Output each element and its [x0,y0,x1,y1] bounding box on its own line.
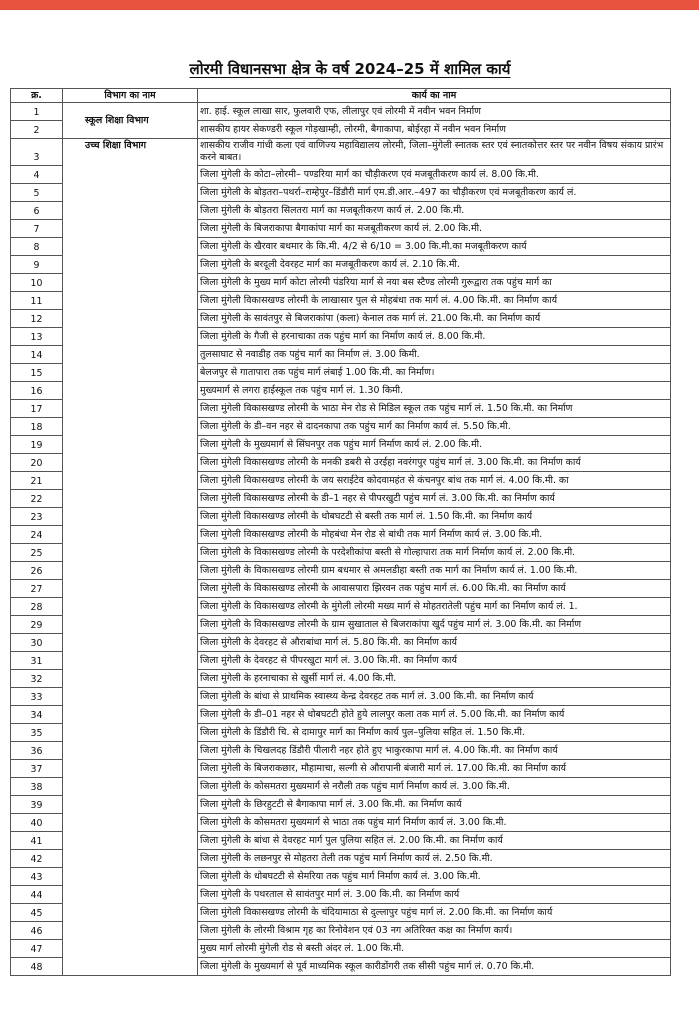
row-work-name: जिला मुंगेली के मुख्यमार्ग से पूर्व माध्यमिक स्कूल कारीडोंगरी तक सीसी पहुंच मार्ग लं. 0.70 कि.मी. [198,958,671,976]
row-work-name: जिला मुंगेली के सावंतपुर से बिजराकांपा (कला) केनाल तक मार्ग लं. 21.00 कि.मी. का निर्माण कार्य [198,310,671,328]
row-serial: 46 [11,922,63,940]
row-serial: 22 [11,490,63,508]
row-serial: 40 [11,814,63,832]
row-serial: 16 [11,382,63,400]
row-serial: 30 [11,634,63,652]
row-work-name: जिला मुंगेली के देवरहट से औराबांधा मार्ग लं. 5.80 कि.मी. का निर्माण कार्य [198,634,671,652]
row-work-name: शासकीय राजीव गांधी कला एवं वाणिज्य महाविद्यालय लोरमी, जिला–मुंगेली स्नातक स्तर एवं स्नातकोत्तर स्तर पर नवीन विषय संकाय प्रारंभ करने बाबत। [198,139,671,166]
row-work-name: शासकीय हायर सेकण्डरी स्कूल गोड़खाम्ही, लोरमी, बैगाकापा, बोईरहा में नवीन भवन निर्माण [198,121,671,139]
header-department: विभाग का नाम [63,89,198,103]
row-work-name: जिला मुंगेली के डिंडौरी चि. से दामापुर मार्ग का निर्माण कार्य पुल–पुलिया सहित लं. 1.50 कि.मी. [198,724,671,742]
row-work-name: जिला मुंगेली के कोटा–लोरमी– पण्डरिया मार्ग का चौड़ीकरण एवं मजबूतीकरण कार्य लं. 8.00 कि.मी. [198,166,671,184]
row-serial: 47 [11,940,63,958]
row-serial: 4 [11,166,63,184]
row-serial: 37 [11,760,63,778]
row-work-name: जिला मुंगेली के डी–वन नहर से दादनकापा तक पहुंच मार्ग का निर्माण कार्य लं. 5.50 कि.मी. [198,418,671,436]
row-work-name: जिला मुंगेली विकासखण्ड लोरमी के भाठा मेन रोड से मिडिल स्कूल तक पहुंच मार्ग लं. 1.50 कि.मी. का निर्माण [198,400,671,418]
row-work-name: जिला मुंगेली विकासखण्ड लोरमी के चंदियामाठा से दुल्लापुर पहुंच मार्ग लं. 2.00 कि.मी. का निर्माण कार्य [198,904,671,922]
row-work-name: जिला मुंगेली के कोसमतरा मुख्यमार्ग से नरौली तक पहुंच मार्ग निर्माण कार्य लं. 3.00 कि.मी. [198,778,671,796]
row-serial: 28 [11,598,63,616]
row-work-name: जिला मुंगेली के मुख्य मार्ग कोटा लोरमी पंडरिया मार्ग से नया बस स्टैण्ड लोरमी गुरूद्वारा तक पहुंच मार्ग का [198,274,671,292]
row-work-name: जिला मुंगेली विकासखण्ड लोरमी के डी–1 नहर से पीपरखुटी पहुंच मार्ग लं. 3.00 कि.मी. का निर्माण कार्य [198,490,671,508]
row-serial: 27 [11,580,63,598]
row-serial: 2 [11,121,63,139]
row-serial: 39 [11,796,63,814]
row-work-name: जिला मुंगेली के चिखलदह डिंडौरी पीलारी नहर होते हुए भाकुरकापा मार्ग लं. 4.00 कि.मी. का निर्माण कार्य [198,742,671,760]
row-serial: 19 [11,436,63,454]
row-work-name: जिला मुंगेली के विकासखण्ड लोरमी के ग्राम सुखाताल से बिजराकांपा खुर्द पहुंच मार्ग लं. 3.00 कि.मी. का निर्माण [198,616,671,634]
row-serial: 13 [11,328,63,346]
row-work-name: जिला मुंगेली के लोरमी विश्राम गृह का रिनोवेशन एवं 03 नग अतिरिक्त कक्ष का निर्माण कार्य। [198,922,671,940]
row-serial: 48 [11,958,63,976]
row-work-name: जिला मुंगेली विकासखण्ड लोरमी के मोहबंधा मेन रोड से बांधी तक मार्ग निर्माण कार्य लं. 3.00 कि.मी. [198,526,671,544]
table-header-row [11,89,671,103]
row-work-name: जिला मुंगेली के कोसमतरा मुख्यमार्ग से भाठा तक पहुंच मार्ग निर्माण कार्य लं. 3.00 कि.मी. [198,814,671,832]
top-accent-bar [0,0,699,10]
table-row [11,139,671,166]
document-title: लोरमी विधानसभा क्षेत्र के वर्ष 2024–25 में शामिल कार्य [189,60,511,78]
row-work-name: जिला मुंगेली के विकासखण्ड लोरमी के मुंगेली लोरमी मख्य मार्ग से मोहतरातेली पहुंच मार्ग का निर्माण कार्य लं. 1. [198,598,671,616]
row-serial: 43 [11,868,63,886]
row-work-name: जिला मुंगेली के विकासखण्ड लोरमी ग्राम बधमार से अमलडीहा बस्ती तक मार्ग का निर्माण कार्य लं. 1.00 कि.मी. [198,562,671,580]
row-serial: 29 [11,616,63,634]
row-serial: 11 [11,292,63,310]
department-school-education: स्कूल शिक्षा विभाग [63,103,198,139]
row-serial: 31 [11,652,63,670]
row-serial: 38 [11,778,63,796]
row-work-name: जिला मुंगेली के बरदूली देवरहट मार्ग का मजबूतीकरण कार्य लं. 2.10 कि.मी. [198,256,671,274]
row-work-name: जिला मुंगेली के खैरवार बधमार के कि.मी. 4/2 से 6/10 = 3.00 कि.मी.का मजबूतीकरण कार्य [198,238,671,256]
row-work-name: जिला मुंगेली के विकासखण्ड लोरमी के परदेशीकांपा बस्ती से गोल्हापारा तक मार्ग निर्माण कार्य लं. 2.00 कि.मी. [198,544,671,562]
row-work-name: मुख्य मार्ग लोरमी मुंगेली रोड से बस्ती अंदर लं. 1.00 कि.मी. [198,940,671,958]
row-serial: 6 [11,202,63,220]
row-serial: 10 [11,274,63,292]
row-serial: 9 [11,256,63,274]
header-work: कार्य का नाम [198,89,671,103]
row-work-name: तुलसाघाट से नवाडीह तक पहुंच मार्ग का निर्माण लं. 3.00 किमी. [198,346,671,364]
row-work-name: जिला मुंगेली विकासखण्ड लोरमी के लाखासार पुल से मोहबंधा तक मार्ग लं. 4.00 कि.मी. का निर्माण कार्य [198,292,671,310]
row-serial: 8 [11,238,63,256]
row-serial: 12 [11,310,63,328]
table-row [11,103,671,121]
row-serial: 18 [11,418,63,436]
row-serial: 5 [11,184,63,202]
row-serial: 14 [11,346,63,364]
row-work-name: शा. हाई. स्कूल लाखा सार, फुलवारी एफ, लीलापुर एवं लोरमी में नवीन भवन निर्माण [198,103,671,121]
row-serial: 7 [11,220,63,238]
row-work-name: मुख्यमार्ग से लगरा हाईस्कूल तक पहुंच मार्ग लं. 1.30 किमी. [198,382,671,400]
row-serial: 21 [11,472,63,490]
row-work-name: जिला मुंगेली के बांधा से प्राथमिक स्वास्थ्य केन्द्र देवरहट तक मार्ग लं. 3.00 कि.मी. का निर्माण कार्य [198,688,671,706]
row-work-name: जिला मुंगेली के लछनपुर से मोहतरा तेली तक पहुंच मार्ग निर्माण कार्य लं. 2.50 कि.मी. [198,850,671,868]
row-serial: 1 [11,103,63,121]
row-serial: 15 [11,364,63,382]
row-work-name: जिला मुंगेली विकासखण्ड लोरमी के मनकी डबरी से उरईहा नवरंगपुर पहुंच मार्ग लं. 3.00 कि.मी. का निर्माण कार्य [198,454,671,472]
row-work-name: जिला मुंगेली के बांधा से देवरहट मार्ग पुल पुलिया सहित लं. 2.00 कि.मी. का निर्माण कार्य [198,832,671,850]
row-work-name: जिला मुंगेली के धोबघटटी से सेमरिया तक पहुंच मार्ग निर्माण कार्य लं. 3.00 कि.मी. [198,868,671,886]
row-serial: 17 [11,400,63,418]
row-serial: 44 [11,886,63,904]
row-work-name: जिला मुंगेली के छिरहुटटी से बैगाकापा मार्ग लं. 3.00 कि.मी. का निर्माण कार्य [198,796,671,814]
row-serial: 42 [11,850,63,868]
row-serial: 32 [11,670,63,688]
row-work-name: जिला मुंगेली के गैजी से हरनाचाका तक पहुंच मार्ग का निर्माण कार्य लं. 8.00 कि.मी. [198,328,671,346]
row-serial: 36 [11,742,63,760]
row-work-name: जिला मुंगेली के हरनाचाका से खुर्सी मार्ग लं. 4.00 कि.मी. [198,670,671,688]
row-serial: 26 [11,562,63,580]
row-serial: 34 [11,706,63,724]
works-table [10,88,671,976]
department-higher-education: उच्च शिक्षा विभाग [63,139,198,976]
row-serial: 24 [11,526,63,544]
row-serial: 41 [11,832,63,850]
row-work-name: जिला मुंगेली के बोड़तरा सिलतरा मार्ग का मजबूतीकरण कार्य लं. 2.00 कि.मी. [198,202,671,220]
row-serial: 45 [11,904,63,922]
row-work-name: जिला मुंगेली के बिजराकछार, मौहामाचा, सल्गी से औरापानी बंजारी मार्ग लं. 17.00 कि.मी. का निर्माण कार्य [198,760,671,778]
row-serial: 25 [11,544,63,562]
row-work-name: जिला मुंगेली के बिजराकापा बैगाकांपा मार्ग का मजबूतीकरण कार्य लं. 2.00 कि.मी. [198,220,671,238]
row-serial: 23 [11,508,63,526]
row-serial: 33 [11,688,63,706]
row-work-name: जिला मुंगेली के देवरहट से पीपरखुटा मार्ग लं. 3.00 कि.मी. का निर्माण कार्य [198,652,671,670]
row-work-name: जिला मुंगेली के बोड़तरा–पथर्रा–राम्हेपुर–डिंडौरी मार्ग एम.डी.आर.–497 का चौड़ीकरण एवं मजबूतीकरण कार्य लं. [198,184,671,202]
row-work-name: जिला मुंगेली के विकासखण्ड लोरमी के आवासपारा झिरवन तक पहुंच मार्ग लं. 6.00 कि.मी. का निर्माण कार्य [198,580,671,598]
row-work-name: जिला मुंगेली के मुख्यमार्ग से सिंघनपुर तक पहुंच मार्ग निर्माण कार्य लं. 2.00 कि.मी. [198,436,671,454]
row-serial: 35 [11,724,63,742]
row-work-name: जिला मुंगेली के पथरताल से सावंतपुर मार्ग लं. 3.00 कि.मी. का निर्माण कार्य [198,886,671,904]
header-serial: क्र. [11,89,63,103]
row-serial: 3 [11,139,63,166]
row-serial: 20 [11,454,63,472]
row-work-name: जिला मुंगेली विकासखण्ड लोरमी के धोबघटटी से बस्ती तक मार्ग लं. 1.50 कि.मी. का निर्माण कार्य [198,508,671,526]
row-work-name: जिला मुंगेली के डी–01 नहर से धोबघटटी होते हुये लालपुर कला तक मार्ग लं. 5.00 कि.मी. का निर्माण कार्य [198,706,671,724]
row-work-name: बेलजपुर से गातापारा तक पहुंच मार्ग लंबाई 1.00 कि.मी. का निर्माण। [198,364,671,382]
row-work-name: जिला मुंगेली विकासखण्ड लोरमी के जय सराईटेव कोदवामहंत से कंचनपुर बांध तक मार्ग लं. 4.00 कि.मी. का [198,472,671,490]
